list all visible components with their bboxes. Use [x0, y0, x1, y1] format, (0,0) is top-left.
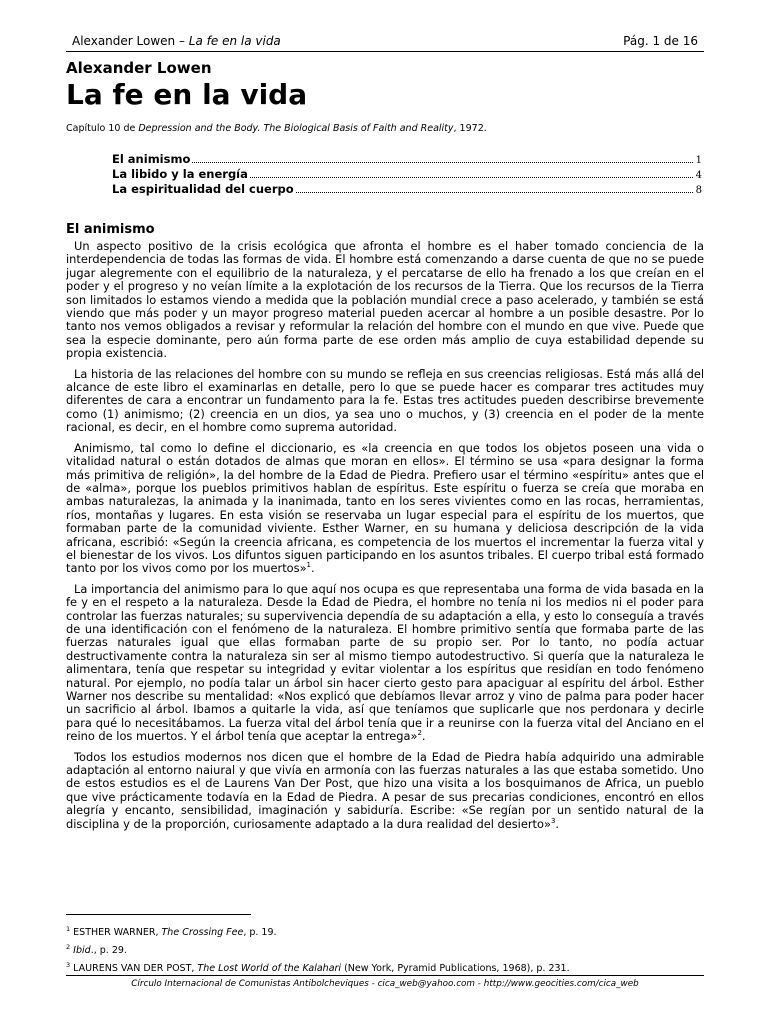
toc-entry-page: 4 [695, 170, 702, 181]
paragraph-text: La importancia del animismo para lo que aquí nos ocupa es que representaba una forma de vida basada en la fe y en el respeto a la naturaleza. Desde la Edad de Piedra, el hombre no tenía ni los medios ni el poder para controlar las fuerzas naturales; su supervivencia dependía de su adaptación a ella, y esto lo conseguía a través de una identificación con el fenómeno de la naturaleza. El hombre primitivo sentía que formaba parte de las fuerzas naturales igual que ellas formaban parte de su propio ser. Por lo tanto, no podía actuar destructivamente contra la naturaleza sin ser al mismo tiempo autodestructivo. Si quería que la naturaleza le alimentara, tenía que respetar su integridad y evitar violentar a los espíritus que residían en todo fenómeno natural. Por ejemplo, no podía talar un árbol sin hacer cierto gesto para apaciguar al espíritu del árbol. Esther Warner nos describe su mentalidad: «Nos explicó que debíamos llevar arroz y vino de palma para poder hacer un sacrificio al árbol. Ibamos a quitarle la vida, así que teníamos que suplicarle que nos perdonara y decirle para qué lo necesitábamos. La fuerza vital del árbol tenía que ir a reunirse con la fuerza vital del Anciano en el reino de los muertos. Y el árbol tenía que aceptar la entrega» [66, 581, 704, 744]
paragraph-text: Todos los estudios modernos nos dicen que el hombre de la Edad de Piedra había adquirido una admirable adaptación al entorno naiural y que vivía en armonía con las fuerzas naturales a las que estaba sometido. Uno de estos estudios es el de Laurens Van Der Post, que hizo una visita a los bosquimanos de Africa, un pueblo que vive prácticamente todavía en la Edad de Piedra. A pesar de sus precarias condiciones, encontró en ellos alegría y encanto, sensibilidad, imaginación y sabiduría. Escribe: «Se regían por un sentido natural de la disciplina y de la proporción, curiosamente adaptado a la dura realidad del desierto» [66, 749, 704, 831]
page-number: Pág. 1 de 16 [623, 34, 698, 48]
header-author: Alexander Lowen [72, 34, 176, 48]
footnote-post: (New York, Pyramid Publications, 1968), p. 231. [341, 963, 570, 975]
footnote-pre: LAURENS VAN DER POST, [70, 963, 198, 975]
footnote-title: The Crossing Fee [161, 927, 244, 939]
footnote-divider [66, 914, 251, 915]
paragraph: Animismo, tal como lo define el diccionario, es «la creencia en que todos los objetos poseen una vida o vitalidad natural o están dotados de almas que moran en ellos». El término se usa «para designar la forma más primitiva de religión», la del hombre de la Edad de Piedra. Prefiero usar el término «espíritu» antes que el de «alma», porque los pueblos primitivos hablan de espíritus. Este espíritu o fuerza se creía que moraba en ambas naturalezas, la animada y la inanimada, tanto en los seres vivientes como en las rocas, herramientas, ríos, montañas y lugares. En esta visión se reservaba un lugar especial para el espíritu de los muertos, que formaban parte de la comunidad viviente. Esther Warner, en su humana y deliciosa descripción de la vida africana, escribió: «Según la creencia africana, es competencia de los muertos el incrementar la fuerza vital y el bienestar de los vivos. Los difuntos siguen participando en los asuntos tribales. El cuerpo tribal está formado tanto por los vivos como por los muertos»$^1$. [66, 440, 704, 576]
author-name: Alexander Lowen [66, 59, 212, 77]
source-book-title: Depression and the Body. The Biological Basis of Faith and Reality [138, 123, 454, 134]
footnote [66, 940, 570, 958]
paragraph [66, 240, 704, 361]
paragraph [66, 368, 704, 435]
footnotes [66, 922, 570, 976]
body-text [66, 240, 704, 838]
toc-entry-page: 1 [695, 155, 702, 166]
paragraph: La importancia del animismo para lo que aquí nos ocupa es que representaba una forma de vida basada en la fe y en el respeto a la naturaleza. Desde la Edad de Piedra, el hombre no tenía ni los medios ni el poder para controlar las fuerzas naturales; su supervivencia dependía de su adaptación a ella, y esto lo conseguía a través de una identificación con el fenómeno de la naturaleza. El hombre primitivo sentía que formaba parte de las fuerzas naturales igual que ellas formaban parte de su propio ser. Por lo tanto, no podía actuar destructivamente contra la naturaleza sin ser al mismo tiempo autodestructivo. Si quería que la naturaleza le alimentara, tenía que respetar su integridad y evitar violentar a los espíritus que residían en todo fenómeno natural. Por ejemplo, no podía talar un árbol sin hacer cierto gesto para apaciguar al espíritu del árbol. Esther Warner nos describe su mentalidad: «Nos explicó que debíamos llevar arroz y vino de palma para poder hacer un sacrificio al árbol. Ibamos a quitarle la vida, así que teníamos que suplicarle que nos perdonara y decirle para qué lo necesitábamos. La fuerza vital del árbol tenía que ir a reunirse con la fuerza vital del Anciano en el reino de los muertos. Y el árbol tenía que aceptar la entrega»$^2$. [66, 581, 704, 744]
page-title: La fe en la vida [66, 78, 308, 111]
toc-leader-dots [192, 162, 692, 163]
footnote-post: , p. 19. [243, 927, 277, 939]
footnote-ref[interactable]: 3 [550, 816, 556, 825]
footnote-pre: ESTHER WARNER, [70, 927, 162, 939]
footnote-title: The Lost World of the Kalahari [197, 963, 342, 975]
header-left [72, 33, 281, 49]
footnote-ref[interactable]: 1 [306, 561, 312, 570]
source-prefix: Capítulo 10 de [66, 123, 139, 134]
table-of-contents [112, 152, 702, 197]
footnote [66, 958, 570, 976]
footnote-post: ., p. 29. [90, 945, 127, 957]
toc-entry-animismo[interactable] [112, 152, 702, 167]
footnote-title: Ibid [73, 945, 91, 957]
paragraph-text: Un aspecto positivo de la crisis ecológica que afronta el hombre es el haber tomado conciencia de la interdependencia de todas las formas de vida. El hombre está comenzando a darse cuenta de que no se puede jugar alegremente con el equilibrio de la naturaleza, y el percatarse de ello ha frenado a los que creían en el poder y el progreso y no veían límite a la explotación de los recursos de la Tierra. Que los recursos de la Tierra son limitados lo estamos viendo a medida que la población mundial crece a paso acelerado, y también se está viendo que más poder y un mayor progreso material pueden acercar al hombre a un posible desastre. Por lo tanto nos vemos obligados a revisar y reformular la relación del hombre con el mundo en que vive. Puede que sea la especie dominante, pero aún forma parte de ese orden más amplio de cuya estabilidad depende su propia existencia. [66, 239, 704, 361]
footnote-number: 2 [66, 943, 71, 952]
footnote [66, 922, 570, 940]
toc-leader-dots [250, 177, 693, 178]
toc-entry-label[interactable]: La libido y la energía [112, 167, 248, 181]
toc-entry-label[interactable]: La espiritualidad del cuerpo [112, 182, 294, 196]
source-suffix: , 1972. [453, 123, 487, 134]
running-header [66, 33, 704, 52]
chapter-source [66, 122, 487, 136]
paragraph-text: La historia de las relaciones del hombre con su mundo se refleja en sus creencias religiosas. Está más allá del alcance de este libro el examinarlas en detalle, pero lo que se puede hacer es comparar tres actitudes muy diferentes de cara a encontrar un fundamento para la fe. Estas tres actitudes pueden describirse brevemente como (1) animismo; (2) creencia en un dios, ya sea uno o muchos, y (3) creencia en el poder de la mente racional, es decir, en el hombre como suprema autoridad. [66, 366, 704, 435]
paragraph-text: Animismo, tal como lo define el diccionario, es «la creencia en que todos los objetos poseen una vida o vitalidad natural o están dotados de almas que moran en ellos». El término se usa «para designar la forma más primitiva de religión», la del hombre de la Edad de Piedra. Prefiero usar el término «espíritu» antes que el de «alma», porque los pueblos primitivos hablan de espíritus. Este espíritu o fuerza se creía que moraba en ambas naturalezas, la animada y la inanimada, tanto en los seres vivientes como en las rocas, herramientas, ríos, montañas y lugares. En esta visión se reservaba un lugar especial para el espíritu de los muertos, que formaban parte de la comunidad viviente. Esther Warner, en su humana y deliciosa descripción de la vida africana, escribió: «Según la creencia africana, es competencia de los muertos el incrementar la fuerza vital y el bienestar de los vivos. Los difuntos siguen participando en los asuntos tribales. El cuerpo tribal está formado tanto por los vivos como por los muertos» [66, 440, 704, 576]
toc-leader-dots [296, 192, 693, 193]
toc-entry-espiritualidad[interactable] [112, 182, 702, 197]
toc-entry-libido[interactable] [112, 167, 702, 182]
toc-entry-page: 8 [695, 185, 702, 196]
paragraph: Todos los estudios modernos nos dicen que el hombre de la Edad de Piedra había adquirido una admirable adaptación al entorno naiural y que vivía en armonía con las fuerzas naturales a las que estaba sometido. Uno de estos estudios es el de Laurens Van Der Post, que hizo una visita a los bosquimanos de Africa, un pueblo que vive prácticamente todavía en la Edad de Piedra. A pesar de sus precarias condiciones, encontró en ellos alegría y encanto, sensibilidad, imaginación y sabiduría. Escribe: «Se regían por un sentido natural de la disciplina y de la proporción, curiosamente adaptado a la dura realidad del desierto»$^3$. [66, 749, 704, 831]
toc-entry-label[interactable]: El animismo [112, 152, 191, 166]
footnote-ref[interactable]: 2 [417, 729, 422, 738]
section-heading: El animismo [66, 222, 155, 237]
document-page [66, 0, 704, 1024]
page-footer: Círculo Internacional de Comunistas Antibolcheviques - cica_web@yahoo.com - http://www.geocities.com/cica_web [66, 975, 704, 991]
footnote-number: 1 [66, 925, 71, 933]
footnote-number: 3 [66, 961, 71, 970]
header-work-title: La fe en la vida [188, 34, 281, 48]
header-separator: – [175, 34, 189, 48]
